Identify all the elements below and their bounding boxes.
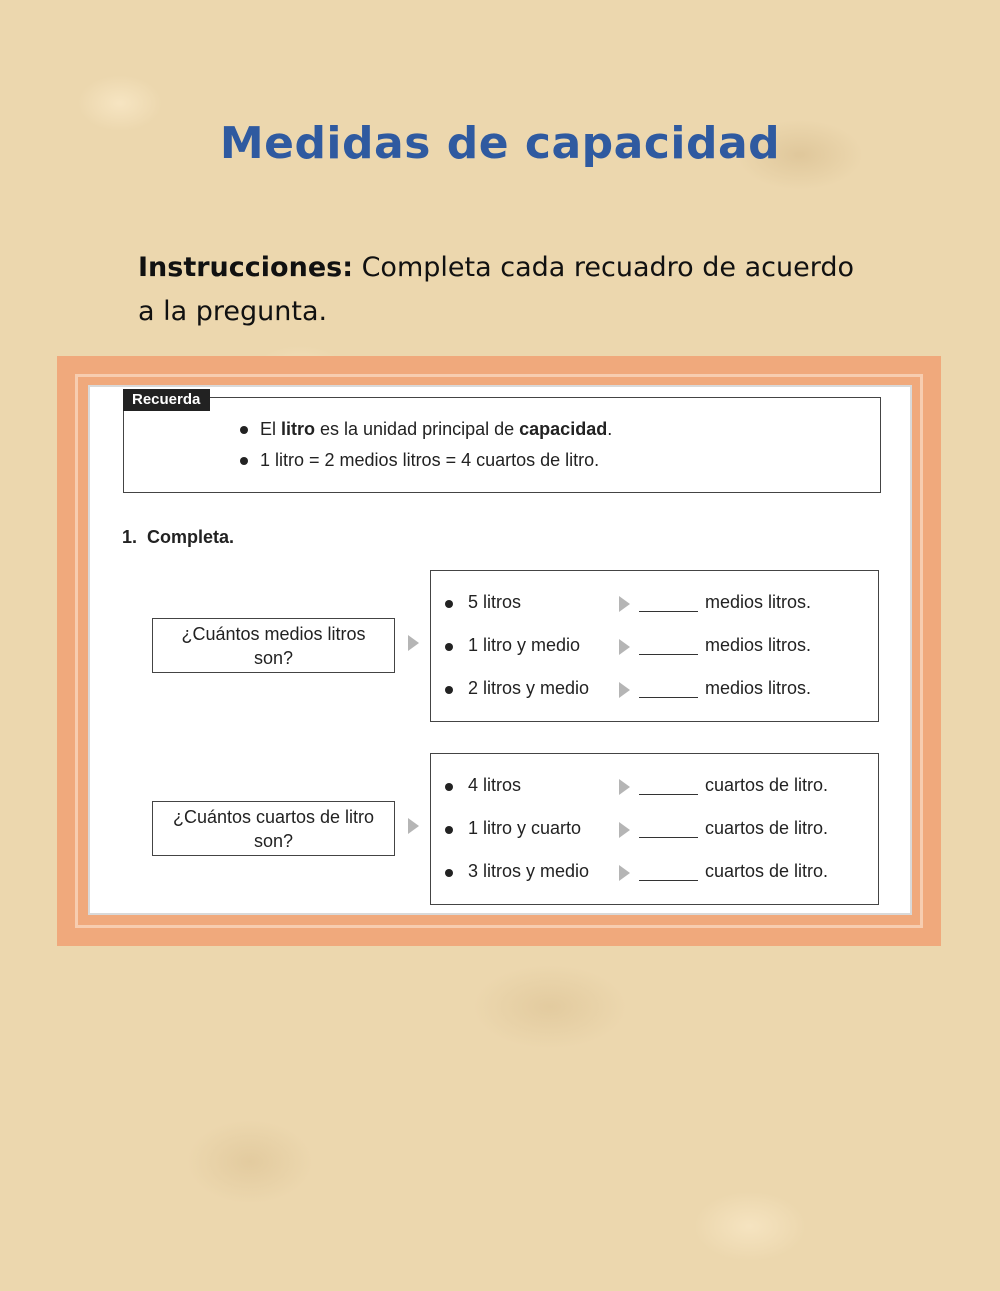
quantity-label: 4 litros <box>468 775 522 795</box>
arrow-right-icon <box>619 822 630 838</box>
arrow-right-icon <box>408 635 419 651</box>
exercise-card <box>88 385 912 915</box>
answer-row <box>445 818 875 842</box>
answer-box-cuartos <box>430 753 879 905</box>
arrow-right-icon <box>619 779 630 795</box>
unit-label: medios litros. <box>705 592 812 612</box>
unit-label: cuartos de litro. <box>705 818 829 838</box>
quantity-label: 2 litros y medio <box>468 678 590 698</box>
page-title: Medidas de capacidad <box>219 118 781 169</box>
quantity-label: 3 litros y medio <box>468 861 590 881</box>
question-box-medios <box>152 618 395 673</box>
bullet-icon <box>445 826 453 834</box>
bullet-icon <box>445 783 453 791</box>
answer-blank[interactable] <box>639 837 698 838</box>
answer-box-medios <box>430 570 879 722</box>
rec-text: es la unidad principal de <box>320 419 515 439</box>
quantity-label: 5 litros <box>468 592 522 612</box>
question-text: ¿Cuántos medios litros son? <box>181 623 366 668</box>
unit-label: medios litros. <box>705 678 812 698</box>
answer-row <box>445 678 875 702</box>
bullet-icon <box>240 457 248 465</box>
rec-keyword-capacidad: capacidad <box>519 419 608 439</box>
answer-row <box>445 861 875 885</box>
bullet-icon <box>445 869 453 877</box>
quantity-label: 1 litro y cuarto <box>468 818 582 838</box>
bullet-icon <box>240 426 248 434</box>
unit-label: medios litros. <box>705 635 812 655</box>
recuerda-box <box>123 397 881 493</box>
instructions <box>138 246 878 334</box>
answer-blank[interactable] <box>639 880 698 881</box>
arrow-right-icon <box>619 682 630 698</box>
rec-text: . <box>607 419 613 439</box>
unit-label: cuartos de litro. <box>705 861 829 881</box>
answer-row <box>445 635 875 659</box>
unit-label: cuartos de litro. <box>705 775 829 795</box>
arrow-right-icon <box>619 865 630 881</box>
recuerda-line-1 <box>240 419 612 440</box>
answer-blank[interactable] <box>639 794 698 795</box>
rec-text: El <box>260 419 277 439</box>
quantity-label: 1 litro y medio <box>468 635 581 655</box>
instructions-label: Instrucciones: <box>138 252 353 283</box>
bullet-icon <box>445 643 453 651</box>
rec-equivalence: 1 litro = 2 medios litros = 4 cuartos de litro. <box>260 450 600 470</box>
answer-row <box>445 592 875 616</box>
exercise-title <box>122 527 234 548</box>
answer-blank[interactable] <box>639 654 698 655</box>
rec-keyword-litro: litro <box>281 419 316 439</box>
bullet-icon <box>445 600 453 608</box>
arrow-right-icon <box>408 818 419 834</box>
answer-row <box>445 775 875 799</box>
recuerda-line-2 <box>240 450 599 471</box>
answer-blank[interactable] <box>639 697 698 698</box>
question-text: ¿Cuántos cuartos de litro son? <box>172 806 375 851</box>
recuerda-tag-label: Recuerda <box>132 391 201 408</box>
question-box-cuartos <box>152 801 395 856</box>
instructions-text: Completa cada recuadro de acuerdo a la pregunta. <box>138 252 854 327</box>
exercise-label: Completa. <box>147 527 235 547</box>
exercise-number: 1. <box>122 527 138 547</box>
recuerda-tag <box>123 389 210 411</box>
arrow-right-icon <box>619 596 630 612</box>
bullet-icon <box>445 686 453 694</box>
answer-blank[interactable] <box>639 611 698 612</box>
arrow-right-icon <box>619 639 630 655</box>
